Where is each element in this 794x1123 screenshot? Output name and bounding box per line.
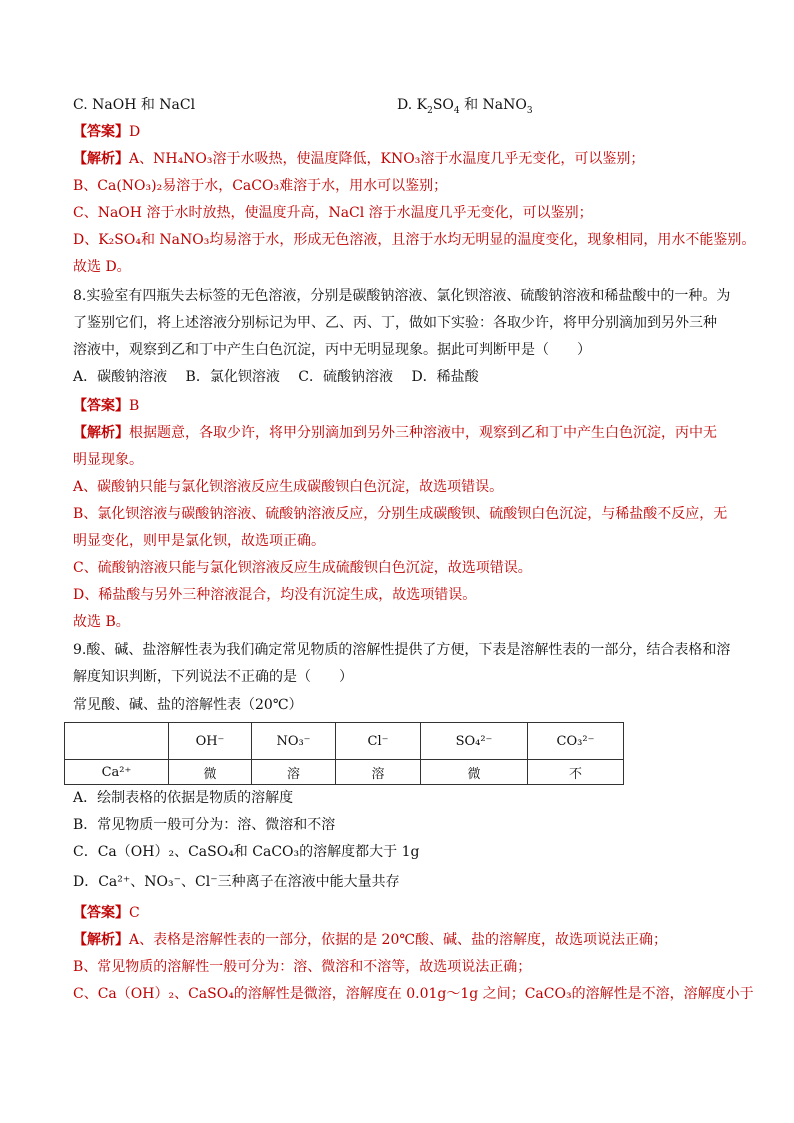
q8-stem-line2: 了鉴别它们，将上述溶液分别标记为甲、乙、丙、丁，做如下实验：各取少许，将甲分别滴加到另外三种 <box>73 315 717 331</box>
table-header-cell: CO₃²⁻ <box>528 723 624 760</box>
analysis-q8-line6: C、硫酸钠溶液只能与氯化钡溶液反应生成硫酸钡白色沉淀，故选项错误。 <box>73 560 532 576</box>
analysis-q8-line8: 故选 B。 <box>73 614 130 630</box>
q8-options: A．碳酸钠溶液 B．氯化钡溶液 C．硫酸钠溶液 D．稀盐酸 <box>73 369 479 385</box>
analysis-q7-line4: D、K₂SO₄和 NaNO₃均易溶于水，形成无色溶液，且溶于水均无明显的温度变化，现象相同，用水不能鉴别。 <box>73 232 756 248</box>
q9-option-a: A．绘制表格的依据是物质的溶解度 <box>73 790 294 806</box>
analysis-q7-line2: B、Ca(NO₃)₂易溶于水，CaCO₃难溶于水，用水可以鉴别； <box>73 178 448 194</box>
solubility-table-title: 常见酸、碱、盐的溶解性表（20℃） <box>73 697 303 713</box>
table-header-cell: OH⁻ <box>169 723 252 760</box>
answer-q7: 【答案】D <box>73 124 141 140</box>
table-cell: Ca²⁺ <box>65 760 169 785</box>
analysis-q7-line1: 【解析】A、NH₄NO₃溶于水吸热，使温度降低，KNO₃溶于水温度几乎无变化，可以鉴别； <box>73 151 645 167</box>
analysis-q8-line1: 【解析】根据题意，各取少许，将甲分别滴加到另外三种溶液中，观察到乙和丁中产生白色沉淀，丙中无 <box>73 425 717 441</box>
table-header-cell: NO₃⁻ <box>252 723 336 760</box>
table-row <box>65 760 624 785</box>
analysis-q9-line2: B、常见物质的溶解性一般可分为：溶、微溶和不溶等，故选项说法正确； <box>73 959 532 975</box>
q9-option-d: D．Ca²⁺、NO₃⁻、Cl⁻三种离子在溶液中能大量共存 <box>73 874 400 890</box>
table-header-cell: SO₄²⁻ <box>421 723 528 760</box>
table-cell: 溶 <box>252 760 336 785</box>
q9-stem-line1: 9.酸、碱、盐溶解性表为我们确定常见物质的溶解性提供了方便，下表是溶解性表的一部分，结合表格和溶 <box>73 642 731 658</box>
option-d: D. $K_2SO_4$ 和 NaNO$_3$ <box>397 97 533 116</box>
answer-q8: 【答案】B <box>73 398 140 414</box>
q9-option-c: C．Ca（OH）₂、CaSO₄和 CaCO₃的溶解度都大于 1g <box>73 844 420 860</box>
table-header-row <box>65 723 624 760</box>
q8-stem-line1: 8.实验室有四瓶失去标签的无色溶液，分别是碳酸钠溶液、氯化钡溶液、硫酸钠溶液和稀盐酸中的一种。为 <box>73 288 731 304</box>
analysis-q8-line4: B、氯化钡溶液与碳酸钠溶液、硫酸钠溶液反应，分别生成碳酸钡、硫酸钡白色沉淀，与稀盐酸不反应，无 <box>73 506 728 522</box>
analysis-q8-line3: A、碳酸钠只能与氯化钡溶液反应生成碳酸钡白色沉淀，故选项错误。 <box>73 479 504 495</box>
table-cell: 微 <box>421 760 528 785</box>
table-header-cell <box>65 723 169 760</box>
table-cell: 溶 <box>336 760 421 785</box>
analysis-q8-line2: 明显现象。 <box>73 452 143 468</box>
q8-stem-line3: 溶液中，观察到乙和丁中产生白色沉淀，丙中无明显现象。据此可判断甲是（ ） <box>73 342 591 358</box>
answer-q9: 【答案】C <box>73 905 140 921</box>
table-cell: 微 <box>169 760 252 785</box>
table-header-cell: Cl⁻ <box>336 723 421 760</box>
solubility-table <box>64 722 624 785</box>
analysis-q7-line3: C、NaOH 溶于水时放热，使温度升高，NaCl 溶于水温度几乎无变化，可以鉴别； <box>73 205 593 221</box>
analysis-q7-line5: 故选 D。 <box>73 259 131 275</box>
q9-option-b: B．常见物质一般可分为：溶、微溶和不溶 <box>73 817 336 833</box>
analysis-q8-line5: 明显变化，则甲是氯化钡，故选项正确。 <box>73 533 325 549</box>
q9-stem-line2: 解度知识判断，下列说法不正确的是（ ） <box>73 669 353 685</box>
option-c: C. NaOH 和 NaCl <box>73 97 196 113</box>
analysis-q9-line1: 【解析】A、表格是溶解性表的一部分，依据的是 20℃酸、碱、盐的溶解度，故选项说法正确； <box>73 932 668 948</box>
table-cell: 不 <box>528 760 624 785</box>
analysis-q8-line7: D、稀盐酸与另外三种溶液混合，均没有沉淀生成，故选项错误。 <box>73 587 477 603</box>
analysis-q9-line3: C、Ca（OH）₂、CaSO₄的溶解性是微溶，溶解度在 0.01g～1g 之间；CaCO₃的溶解性是不溶，溶解度小于 <box>73 986 754 1002</box>
